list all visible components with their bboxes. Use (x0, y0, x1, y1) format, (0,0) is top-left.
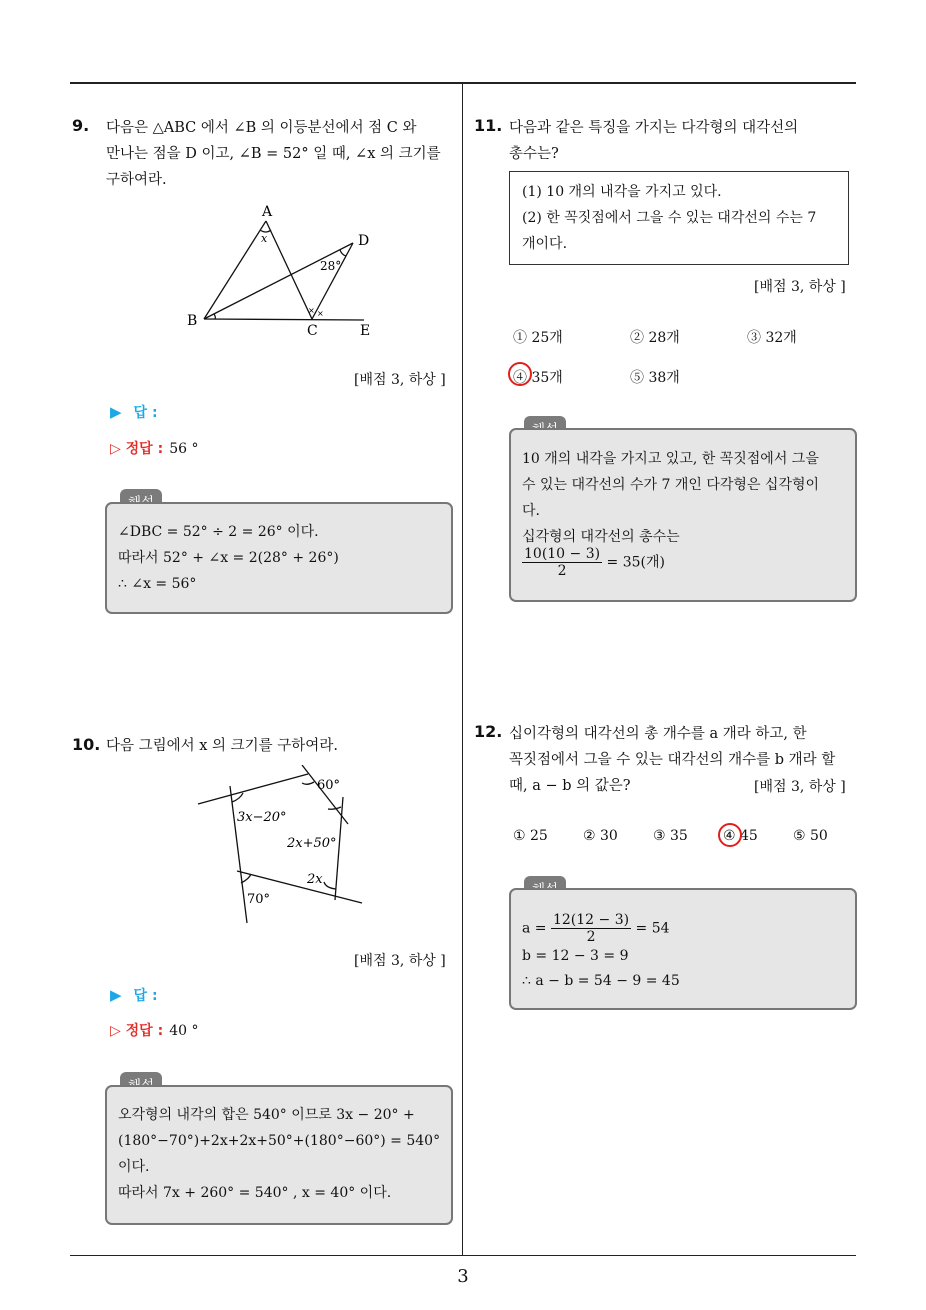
q10-pentagon-figure (190, 765, 370, 925)
q12-fraction-result: = 54 (635, 920, 670, 937)
q9-label-b: B (187, 313, 198, 329)
q9-answer-label: 답 : (133, 405, 158, 421)
q11-number: 11. (474, 116, 503, 135)
q11-choice-1[interactable]: ① 25개 (513, 330, 563, 346)
q9-correct-row (110, 438, 198, 458)
q12-text-line-1: 십이각형의 대각선의 총 개수를 a 개라 하고, 한 (509, 726, 807, 742)
q10-text: 다음 그림에서 x 의 크기를 구하여라. (106, 738, 338, 754)
q10-number: 10. (72, 735, 101, 754)
q12-formula-lhs: a = (522, 920, 547, 937)
q10-solution-line-4: 따라서 7x + 260° = 540° , x = 40° 이다. (118, 1185, 392, 1201)
q12-solution-formula (522, 912, 670, 945)
q9-answer-row (110, 402, 158, 422)
q10-solution-line-3: 이다. (118, 1159, 150, 1175)
q11-text-line-1: 다음과 같은 특징을 가지는 다각형의 대각선의 (509, 120, 799, 136)
q10-correct-label: 정답 : (125, 1023, 164, 1039)
q10-angle-3x-20: 3x−20° (237, 810, 287, 825)
q11-text-line-2: 총수는? (509, 146, 559, 162)
q9-text-line-1: 다음은 △ABC 에서 ∠B 의 이등분선에서 점 C 와 (106, 120, 417, 136)
q12-text-line-2: 꼭짓점에서 그을 수 있는 대각선의 개수를 b 개라 할 (509, 752, 836, 768)
q9-label-d: D (358, 233, 370, 249)
q10-score: [배점 3, 하상 ] (354, 953, 446, 969)
q9-triangle-figure (180, 200, 400, 345)
q12-solution-line-2: ∴ a − b = 54 − 9 = 45 (522, 973, 680, 989)
q10-angle-60: 60° (317, 778, 341, 793)
q10-answer-label: 답 : (133, 988, 158, 1004)
q9-solution-line-1: ∠DBC = 52° ÷ 2 = 26° 이다. (118, 524, 319, 540)
q11-condition-2: (2) 한 꼭짓점에서 그을 수 있는 대각선의 수는 7 (522, 210, 817, 226)
footer-rule (70, 1255, 856, 1256)
q11-fraction-result: = 35(개) (606, 554, 665, 571)
q12-choice-4[interactable]: ④ 45 (723, 828, 758, 844)
q10-solution-line-2: (180°−70°)+2x+2x+50°+(180°−60°) = 540° (118, 1133, 441, 1149)
q9-correct-label: 정답 : (125, 441, 164, 457)
q9-number: 9. (72, 116, 90, 135)
q11-solution-line-1: 10 개의 내각을 가지고 있고, 한 꼭짓점에서 그을 (522, 451, 819, 467)
q11-choice-2[interactable]: ② 28개 (630, 330, 680, 346)
q12-number: 12. (474, 722, 503, 741)
q11-solution-line-4: 십각형의 대각선의 총수는 (522, 529, 680, 545)
play-outline-icon: ▷ (110, 1023, 121, 1039)
q11-condition-1: (1) 10 개의 내각을 가지고 있다. (522, 184, 722, 200)
q11-solution-formula (522, 546, 665, 579)
q9-mark-2: × (317, 309, 324, 318)
q10-angle-2x: 2x (307, 872, 323, 887)
q12-fraction (551, 912, 631, 945)
q9-solution-line-3: ∴ ∠x = 56° (118, 576, 197, 592)
q12-choice-3[interactable]: ③ 35 (653, 828, 688, 844)
column-divider (462, 83, 463, 1256)
q9-label-c: C (307, 323, 318, 339)
q11-fraction (522, 546, 602, 579)
q11-solution-line-2: 수 있는 대각선의 수가 7 개인 다각형은 십각형이 (522, 477, 820, 493)
play-icon: ▶ (110, 403, 122, 421)
q11-score: [배점 3, 하상 ] (754, 279, 846, 295)
q9-text-line-3: 구하여라. (106, 172, 167, 188)
q10-answer-row (110, 985, 158, 1005)
page-number: 3 (457, 1266, 469, 1287)
header-rule (70, 82, 856, 84)
q10-correct-value: 40 ° (169, 1023, 199, 1039)
q11-fraction-num: 10(10 − 3) (524, 546, 601, 562)
q12-fraction-den: 2 (586, 929, 596, 945)
q12-choice-5[interactable]: ⑤ 50 (793, 828, 828, 844)
q11-choice-3[interactable]: ③ 32개 (747, 330, 797, 346)
q12-selected-circle (718, 823, 742, 847)
q11-choice-5[interactable]: ⑤ 38개 (630, 370, 680, 386)
q12-solution-line-1: b = 12 − 3 = 9 (522, 948, 629, 964)
q11-fraction-den: 2 (557, 563, 567, 579)
q12-choice-2[interactable]: ② 30 (583, 828, 618, 844)
q9-mark-1: × (308, 306, 315, 315)
q9-score: [배점 3, 하상 ] (354, 372, 446, 388)
q9-label-a: A (262, 204, 273, 220)
play-icon: ▶ (110, 986, 122, 1004)
q12-score: [배점 3, 하상 ] (754, 779, 846, 795)
q11-solution-line-3: 다. (522, 503, 540, 519)
q11-selected-circle (508, 362, 532, 386)
q9-label-28deg: 28° (320, 259, 342, 273)
play-outline-icon: ▷ (110, 441, 121, 457)
q9-label-e: E (360, 323, 371, 339)
q10-angle-2x+50: 2x+50° (287, 836, 337, 851)
q9-correct-value: 56 ° (169, 441, 199, 457)
q9-text-line-2: 만나는 점을 D 이고, ∠B = 52° 일 때, ∠x 의 크기를 (106, 146, 441, 162)
q9-label-x: x (261, 232, 268, 245)
q11-choice-4[interactable]: ④ 35개 (513, 370, 563, 386)
q10-correct-row (110, 1020, 198, 1040)
q9-solution-line-2: 따라서 52° + ∠x = 2(28° + 26°) (118, 550, 339, 566)
q10-solution-line-1: 오각형의 내각의 합은 540° 이므로 3x − 20° + (118, 1107, 415, 1123)
q11-condition-3: 개이다. (522, 236, 568, 252)
q10-angle-70: 70° (247, 892, 271, 907)
q12-fraction-num: 12(12 − 3) (552, 912, 630, 928)
q12-text-line-3: 때, a − b 의 값은? (509, 778, 631, 794)
q12-choice-1[interactable]: ① 25 (513, 828, 548, 844)
